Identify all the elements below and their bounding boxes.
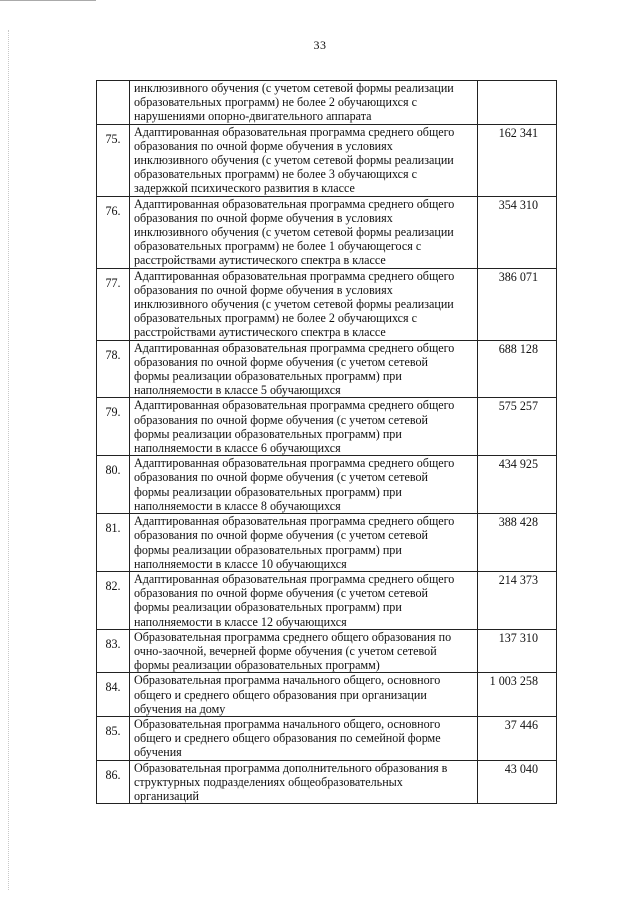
description-line: Адаптированная образовательная программа среднего общего (134, 340, 455, 355)
description-line: расстройствами аутистического спектра в классе (134, 325, 386, 340)
row-number: 85. (97, 716, 130, 760)
scan-margin-line (8, 30, 9, 890)
description-line: общего и среднего общего образования по семейной форме (134, 731, 441, 746)
table-row (97, 398, 557, 456)
description-line: нарушениями опорно-двигательного аппарата (134, 109, 372, 124)
row-number: 79. (97, 398, 130, 456)
row-number (97, 81, 130, 125)
cost-value: 434 925 (478, 456, 557, 514)
description-line: структурных подразделениях общеобразовательных (134, 774, 403, 789)
description-line: образования по очной форме обучения (с учетом сетевой (134, 586, 428, 601)
row-number: 75. (97, 124, 130, 196)
description-line: наполняемости в классе 8 обучающихся (134, 498, 341, 513)
description-line: задержкой психического развития в классе (134, 181, 355, 196)
description-line: образовательных программ) не более 1 обучающегося с (134, 239, 422, 254)
table-row (97, 196, 557, 268)
description-line: Адаптированная образовательная программа среднего общего (134, 268, 455, 283)
program-description (130, 340, 478, 398)
description-line: Образовательная программа дополнительного образования в (134, 760, 448, 775)
description-line: образовательных программ) не более 2 обучающихся с (134, 311, 417, 326)
description-line: Образовательная программа начального общего, основного (134, 673, 441, 688)
program-description (130, 124, 478, 196)
description-line: формы реализации образовательных программ) при (134, 600, 402, 615)
description-line: образования по очной форме обучения (с учетом сетевой (134, 528, 428, 543)
description-line: инклюзивного обучения (с учетом сетевой формы реализации (134, 153, 454, 168)
description-line: формы реализации образовательных программ) при (134, 542, 402, 557)
description-line: образования по очной форме обучения (с учетом сетевой (134, 354, 428, 369)
cost-value: 388 428 (478, 514, 557, 572)
cost-value: 386 071 (478, 268, 557, 340)
description-line: образования по очной форме обучения (с учетом сетевой (134, 412, 428, 427)
cost-value: 137 310 (478, 629, 557, 673)
program-description (130, 456, 478, 514)
row-number: 83. (97, 629, 130, 673)
description-line: обучения на дому (134, 701, 226, 716)
cost-value (478, 81, 557, 125)
table-row (97, 340, 557, 398)
program-description (130, 760, 478, 804)
description-line: Образовательная программа начального общего, основного (134, 716, 441, 731)
row-number: 84. (97, 673, 130, 717)
description-line: наполняемости в классе 10 обучающихся (134, 556, 347, 571)
description-line: образовательных программ) не более 3 обучающихся с (134, 167, 417, 182)
cost-value: 1 003 258 (478, 673, 557, 717)
row-number: 76. (97, 196, 130, 268)
description-line: формы реализации образовательных программ) при (134, 426, 402, 441)
row-number: 80. (97, 456, 130, 514)
cost-value: 162 341 (478, 124, 557, 196)
description-line: образования по очной форме обучения в условиях (134, 138, 393, 153)
description-line: общего и среднего общего образования при организации (134, 687, 427, 702)
program-description (130, 268, 478, 340)
description-line: инклюзивного обучения (с учетом сетевой формы реализации (134, 297, 454, 312)
program-description (130, 398, 478, 456)
cost-value: 214 373 (478, 571, 557, 629)
description-line: расстройствами аутистического спектра в классе (134, 253, 386, 268)
table-row (97, 673, 557, 717)
description-line: наполняемости в классе 12 обучающихся (134, 614, 347, 629)
cost-value: 688 128 (478, 340, 557, 398)
table-row (97, 716, 557, 760)
row-number: 81. (97, 514, 130, 572)
program-description (130, 514, 478, 572)
program-description (130, 629, 478, 673)
row-number: 86. (97, 760, 130, 804)
description-line: формы реализации образовательных программ) при (134, 484, 402, 499)
table-row (97, 81, 557, 125)
row-number: 82. (97, 571, 130, 629)
description-line: образования по очной форме обучения (с учетом сетевой (134, 470, 428, 485)
table-row (97, 268, 557, 340)
cost-value: 575 257 (478, 398, 557, 456)
description-line: инклюзивного обучения (с учетом сетевой формы реализации (134, 81, 454, 95)
table-row (97, 514, 557, 572)
scan-edge-mark (0, 0, 96, 1)
program-description (130, 81, 478, 125)
description-line: Образовательная программа среднего общего образования по (134, 629, 452, 644)
description-line: Адаптированная образовательная программа среднего общего (134, 398, 455, 413)
table-body (97, 81, 557, 804)
description-line: Адаптированная образовательная программа среднего общего (134, 124, 455, 139)
table-row (97, 760, 557, 804)
table-row (97, 456, 557, 514)
description-line: Адаптированная образовательная программа среднего общего (134, 456, 455, 471)
description-line: инклюзивного обучения (с учетом сетевой формы реализации (134, 225, 454, 240)
page-number: 33 (313, 38, 327, 52)
table-row (97, 124, 557, 196)
description-line: наполняемости в классе 6 обучающихся (134, 441, 341, 456)
description-line: очно-заочной, вечерней форме обучения (с учетом сетевой (134, 643, 437, 658)
row-number: 77. (97, 268, 130, 340)
description-line: формы реализации образовательных программ) (134, 658, 380, 673)
description-line: наполняемости в классе 5 обучающихся (134, 383, 341, 398)
program-description (130, 673, 478, 717)
table-row (97, 629, 557, 673)
program-description (130, 716, 478, 760)
cost-value: 37 446 (478, 716, 557, 760)
row-number: 78. (97, 340, 130, 398)
program-description (130, 571, 478, 629)
description-line: организаций (134, 788, 199, 803)
program-description (130, 196, 478, 268)
description-line: Адаптированная образовательная программа среднего общего (134, 514, 455, 529)
description-line: формы реализации образовательных программ) при (134, 369, 402, 384)
description-line: образовательных программ) не более 2 обучающихся с (134, 95, 417, 110)
description-line: Адаптированная образовательная программа среднего общего (134, 196, 455, 211)
table-row (97, 571, 557, 629)
description-line: образования по очной форме обучения в условиях (134, 210, 393, 225)
description-line: образования по очной форме обучения в условиях (134, 282, 393, 297)
cost-value: 43 040 (478, 760, 557, 804)
description-line: обучения (134, 745, 182, 760)
description-line: Адаптированная образовательная программа среднего общего (134, 571, 455, 586)
cost-value: 354 310 (478, 196, 557, 268)
tariff-table (96, 80, 557, 804)
